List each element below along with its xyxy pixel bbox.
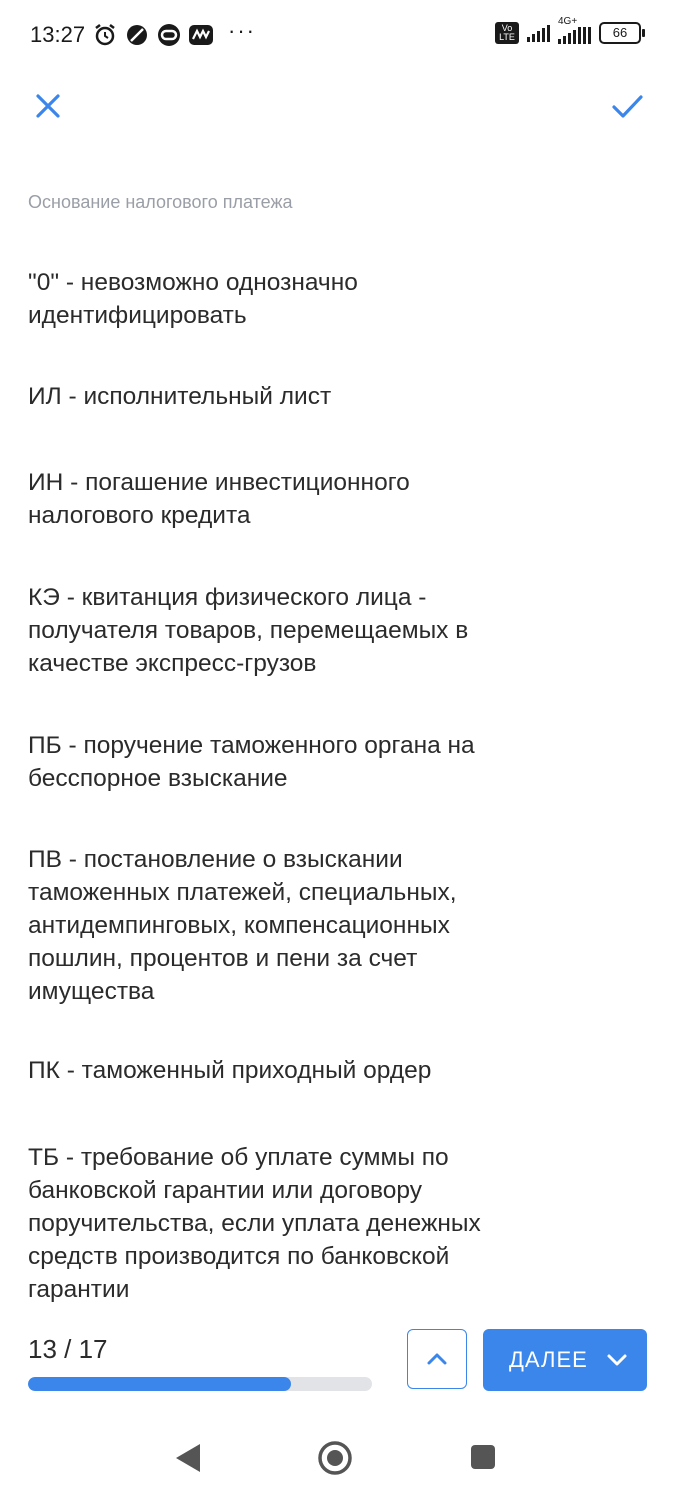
next-button[interactable] — [483, 1329, 647, 1391]
network-group — [558, 16, 591, 44]
option-line: ПВ - постановление о взыскании — [28, 846, 403, 873]
option-line: таможенных платежей, специальных, — [28, 879, 457, 906]
more-notifications-icon: ··· — [228, 18, 256, 43]
option-line: ПК - таможенный приходный ордер — [28, 1057, 432, 1084]
status-time: 13:27 — [30, 22, 86, 47]
moon-icon — [124, 22, 150, 48]
section-title: Основание налогового платежа — [28, 192, 293, 212]
option-line: ИН - погашение инвестиционного — [28, 469, 410, 496]
alarm-icon — [92, 22, 118, 48]
option-line: ИЛ - исполнительный лист — [28, 383, 332, 410]
confirm-button[interactable] — [609, 88, 645, 124]
option-line: бесспорное взыскание — [28, 765, 288, 792]
option-0[interactable] — [28, 266, 588, 332]
option-line: банковской гарантии или договору — [28, 1177, 422, 1204]
option-il[interactable] — [28, 380, 588, 413]
recent-apps-icon[interactable] — [470, 1444, 496, 1470]
back-icon[interactable] — [174, 1442, 202, 1474]
option-line: ТБ - требование об уплате суммы по — [28, 1144, 449, 1171]
option-line: поручительства, если уплата денежных — [28, 1210, 481, 1237]
option-line: получателя товаров, перемещаемых в — [28, 617, 469, 644]
app-logo-icon — [188, 22, 214, 48]
chevron-down-icon — [606, 1349, 628, 1371]
home-icon[interactable] — [317, 1440, 353, 1476]
app-icon — [156, 22, 182, 48]
option-pv[interactable] — [28, 843, 588, 1008]
previous-button[interactable] — [407, 1329, 467, 1389]
option-line: ПБ - поручение таможенного органа на — [28, 732, 475, 759]
option-tb[interactable] — [28, 1141, 588, 1306]
option-ke[interactable] — [28, 581, 588, 680]
system-nav-bar — [0, 1420, 675, 1500]
next-button-label: ДАЛЕЕ — [509, 1347, 588, 1372]
option-in[interactable] — [28, 466, 588, 532]
option-pb[interactable] — [28, 729, 588, 795]
option-line: имущества — [28, 978, 155, 1005]
network-type: 4G+ — [558, 16, 578, 27]
option-line: антидемпинговых, компенсационных — [28, 912, 450, 939]
option-line: качестве экспресс-грузов — [28, 650, 317, 677]
status-left-icons — [92, 22, 214, 48]
signal-icon-2 — [558, 26, 591, 44]
option-line: гарантии — [28, 1276, 130, 1303]
option-pk[interactable] — [28, 1054, 588, 1087]
option-line: "0" - невозможно однозначно — [28, 269, 358, 296]
close-button[interactable] — [30, 88, 66, 124]
option-line: идентифицировать — [28, 302, 247, 329]
step-counter: 13 / 17 — [28, 1334, 108, 1364]
progress-bar — [28, 1377, 372, 1391]
signal-icon-1 — [527, 24, 550, 42]
volte-icon: Vo LTE — [495, 22, 519, 44]
option-line: налогового кредита — [28, 502, 251, 529]
status-bar — [0, 0, 675, 72]
status-right-icons — [495, 16, 641, 44]
option-line: средств производится по банковской — [28, 1243, 450, 1270]
chevron-up-icon — [425, 1347, 449, 1371]
progress-fill — [28, 1377, 291, 1391]
battery-icon: 66 — [599, 22, 641, 44]
option-line: пошлин, процентов и пени за счет — [28, 945, 418, 972]
option-line: КЭ - квитанция физического лица - — [28, 584, 427, 611]
